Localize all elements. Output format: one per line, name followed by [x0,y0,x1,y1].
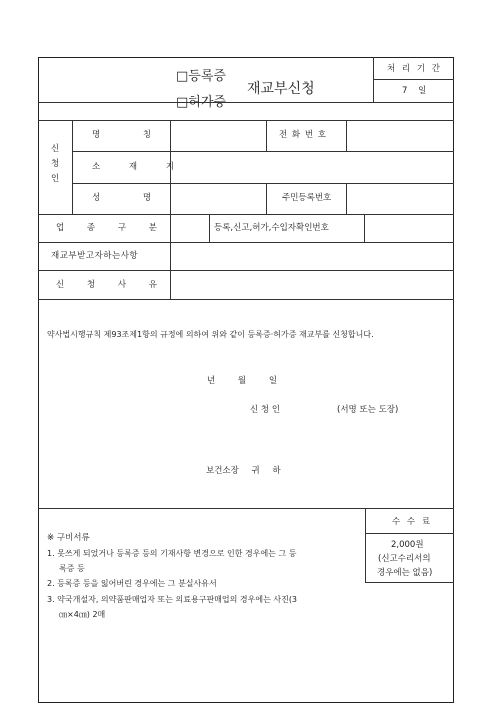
doc-item-3-cont: ㎝×4㎝) 2매 [59,610,106,619]
applicant-group-label: 신 청 인 [51,144,60,184]
business-type-field[interactable] [171,215,209,242]
period-value: 7 일 [402,86,431,96]
period-box-divider [373,79,454,80]
name-field[interactable] [171,121,266,151]
id-field[interactable] [347,184,453,214]
recipient: 보건소장 귀 하 [206,466,281,476]
reason-label: 신 청 사 유 [56,280,157,290]
phone-left-line [266,120,267,151]
date-line: 년 월 일 [207,376,278,386]
period-label: 처 리 기 간 [387,64,442,74]
phone-label: 전 화 번 호 [279,130,327,140]
fee-box-bottom [365,582,454,583]
fee-box-left [365,508,366,582]
fee-label: 수 수 료 [392,517,433,527]
reissue-item-field[interactable] [171,243,453,270]
person-field[interactable] [171,184,266,214]
applicant-signature-label: 신 청 인 [250,405,281,415]
fee-note-1: (신고수리서의 [378,554,431,564]
statement: 약사법시행규칙 제93조제1항의 규정에 의하여 위와 같이 등록증·허가증 재교부를 신청합니다. [47,330,374,339]
signature-note: (서명 또는 도장) [337,405,399,415]
fee-amount: 2,000원 [391,540,424,550]
doc-item-3: 3. 약국개설자, 의약품판매업자 또는 의료용구판매업의 경우에는 사진(3 [47,595,298,604]
location-field[interactable] [171,152,453,183]
docs-title: ※ 구비서류 [47,533,90,543]
doc-item-2: 2. 등록증 등을 잃어버린 경우에는 그 분실사유서 [47,579,217,588]
footer-top-line [38,508,454,509]
person-label: 성 명 [92,193,152,203]
header-bottom-line [38,102,454,103]
reg-number-field[interactable] [365,215,453,242]
form-title: 재교부신청 [247,81,315,97]
checkbox-registration[interactable]: □등록증 [176,69,226,84]
reissue-item-label: 재교부받고자하는사항 [51,251,139,261]
doc-item-1: 1. 못쓰게 되었거나 등록증 등의 기재사항 변경으로 인한 경우에는 그 등 [47,549,297,558]
reason-field[interactable] [171,271,453,299]
name-label: 명 칭 [92,130,152,140]
applicant-group-divider [72,120,73,214]
grid-line-row6 [38,299,454,300]
business-type-label: 업 종 구 분 [56,223,157,233]
doc-item-1-cont: 록증 등 [59,564,85,573]
fee-note-2: 경우에는 없음) [377,568,433,578]
location-label: 소 재 지 [92,162,175,172]
phone-field[interactable] [347,121,453,151]
fee-box-divider [365,533,454,534]
regnum-left-line [209,214,210,242]
reg-number-label: 등록,신고,허가,수입자확인번호 [214,223,329,233]
checkbox-permit[interactable]: □허가증 [176,95,226,110]
id-label: 주민등록번호 [282,193,332,203]
id-left-line [266,183,267,214]
